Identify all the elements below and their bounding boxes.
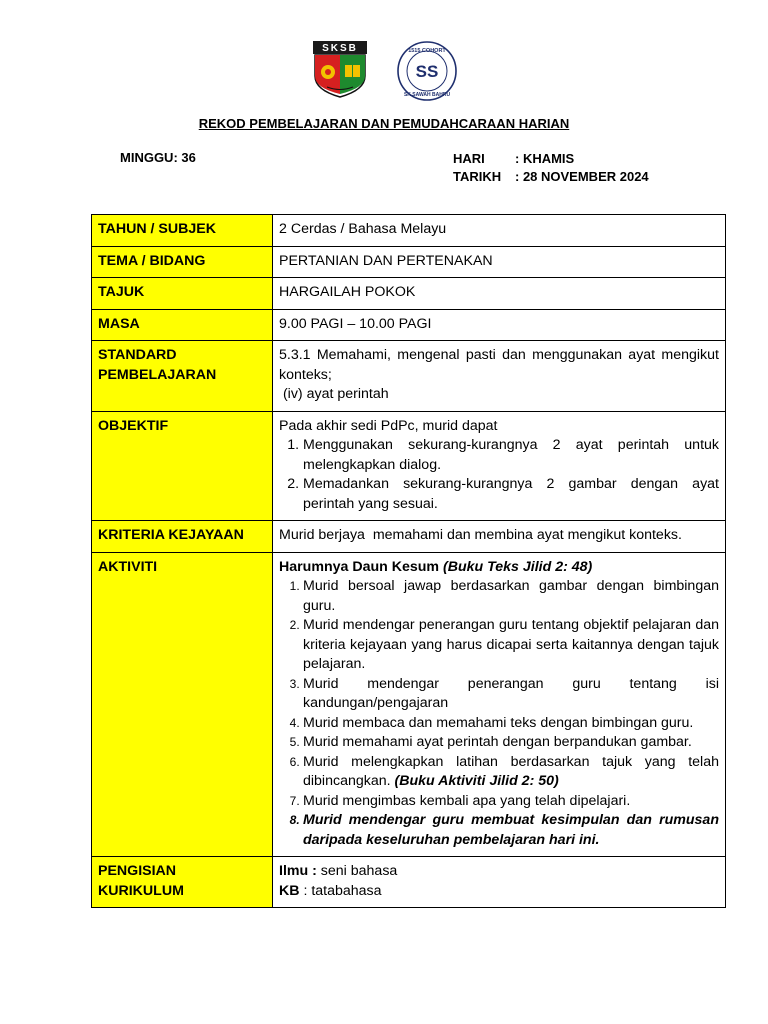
label-pengisian [92,857,273,908]
ilmu-line [279,862,719,882]
objektif-item: 1. Menggunakan sekurang-kurangnya 2 ayat perintah untuk melengkapkan dialog. [303,436,719,475]
row-standard [92,341,726,412]
date-row [453,168,649,186]
label-masa: MASA [92,309,273,341]
aktiviti-item: 4. Murid membaca dan memahami teks dengan bimbingan guru. [303,714,719,734]
row-tema-bidang [92,246,726,278]
kb-value: : tatabahasa [299,882,382,899]
aktiviti-heading-ref: (Buku Teks Jilid 2: 48) [443,558,593,575]
row-masa [92,309,726,341]
svg-text:SS: SS [415,62,439,81]
value-tahun-subjek: 2 Cerdas / Bahasa Melayu [273,215,726,247]
aktiviti-item-ref: (Buku Aktiviti Jilid 2: 50) [394,773,559,789]
row-objektif [92,411,726,521]
aktiviti-item: 3. Murid mendengar penerangan guru tentang isi kandungan/pengajaran [303,675,719,714]
label-standard-line1: STANDARD [98,347,177,363]
document-title: REKOD PEMBELAJARAN DAN PEMUDAHCARAAN HARIAN [198,116,570,131]
label-pengisian-line2: KURIKULUM [98,882,184,899]
label-standard [92,341,273,412]
aktiviti-heading [279,558,719,578]
aktiviti-list [279,577,723,850]
value-kriteria: Murid berjaya memahami dan membina ayat mengikut konteks. [273,521,726,553]
svg-text:SK SAWAH BAHRU: SK SAWAH BAHRU [403,92,451,98]
ilmu-label: Ilmu : [279,863,317,879]
value-tajuk: HARGAILAH POKOK [273,278,726,310]
value-masa: 9.00 PAGI – 10.00 PAGI [273,309,726,341]
row-kriteria [92,521,726,553]
aktiviti-item: 1. Murid bersoal jawap berdasarkan gambar dengan bimbingan guru. [303,577,719,616]
standard-text: 5.3.1 Memahami, mengenal pasti dan menggunakan ayat mengikut konteks; [279,347,719,383]
aktiviti-item: 8. Murid mendengar guru membuat kesimpulan dan rumusan daripada keseluruhan pembelajaran hari ini. [303,811,719,850]
kb-line [279,882,719,902]
value-tema-bidang: PERTANIAN DAN PERTENAKAN [273,246,726,278]
ilmu-value: seni bahasa [316,863,398,879]
label-tahun-subjek: TAHUN / SUBJEK [92,215,273,247]
svg-text:1515 COHORT: 1515 COHORT [408,48,446,54]
label-objektif: OBJEKTIF [92,411,273,521]
day-row [453,150,649,168]
lesson-plan-table [91,214,726,908]
label-kriteria: KRITERIA KEJAYAAN [92,521,273,553]
objektif-list [279,436,719,514]
label-pengisian-line1: PENGISIAN [98,863,177,879]
objektif-intro: Pada akhir sedi PdPc, murid dapat [279,417,498,434]
day-value: : KHAMIS [515,151,575,166]
label-tajuk: TAJUK [92,278,273,310]
standard-subitem: (iv) ayat perintah [279,386,389,402]
week-number: MINGGU: 36 [120,150,196,165]
aktiviti-item-text: Murid melengkapkan latihan berdasarkan tajuk yang telah dibincangkan. [303,753,723,789]
cohort-school-emblem [396,40,458,102]
label-standard-line2: PEMBELAJARAN [98,366,217,383]
row-tajuk [92,278,726,310]
date-label: TARIKH [453,168,502,184]
aktiviti-item: 7. Murid mengimbas kembali apa yang telah dipelajari. [303,792,719,812]
label-aktiviti: AKTIVITI [92,552,273,857]
aktiviti-heading-title: Harumnya Daun Kesum [279,558,443,575]
date-value: : 28 NOVEMBER 2024 [515,168,649,184]
aktiviti-item [303,753,723,792]
aktiviti-item: 5. Murid memahami ayat perintah dengan berpandukan gambar. [303,733,719,753]
row-aktiviti [92,552,726,857]
logo-bar [0,40,768,100]
label-tema-bidang: TEMA / BIDANG [92,246,273,278]
objektif-item: 2. Memadankan sekurang-kurangnya 2 gambar dengan ayat perintah yang sesuai. [303,475,719,514]
aktiviti-item: 2. Murid mendengar penerangan guru tentang objektif pelajaran dan kriteria kejayaan yang harus dicapai serta kaitannya dengan tajuk pelajaran. [303,616,719,675]
svg-text:SKSB: SKSB [322,43,358,54]
value-objektif [273,411,726,521]
row-pengisian [92,857,726,908]
value-pengisian [273,857,726,908]
value-aktiviti [273,552,726,857]
row-tahun-subjek [92,215,726,247]
sksb-school-crest [311,40,369,98]
date-info [453,150,649,185]
day-label: HARI [453,151,485,166]
kb-label: KB [279,882,300,899]
value-standard [273,341,726,412]
